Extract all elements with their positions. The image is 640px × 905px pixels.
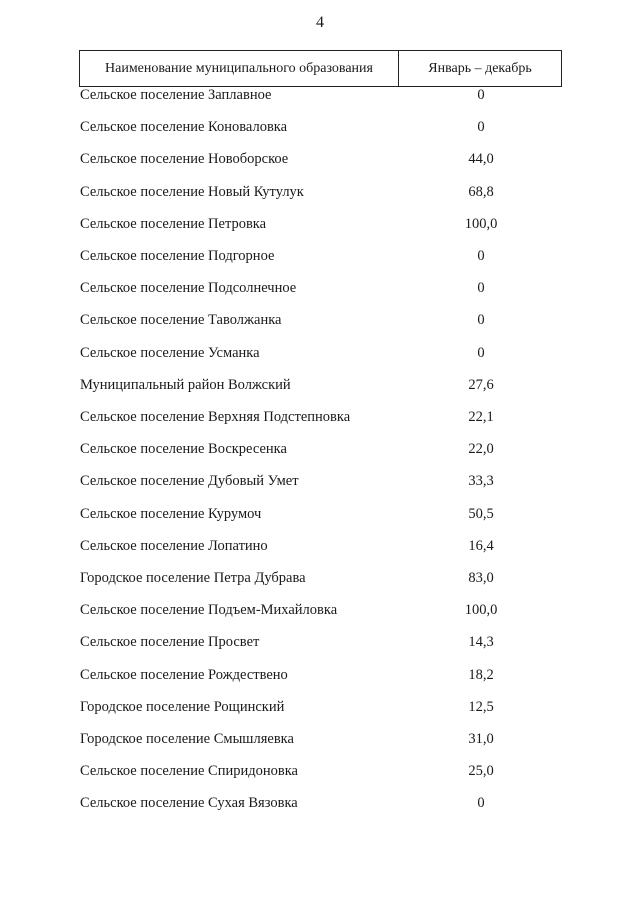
table-row: [0, 312, 640, 334]
period-value: 22,0: [468, 441, 494, 458]
period-value: 18,2: [468, 666, 494, 683]
municipality-name: Сельское поселение Петровка: [80, 215, 267, 232]
municipality-name: Сельское поселение Курумоч: [80, 505, 262, 522]
period-value: 14,3: [468, 634, 494, 651]
period-value: 33,3: [468, 473, 494, 490]
municipality-name: Сельское поселение Подсолнечное: [80, 280, 297, 297]
period-value: 0: [477, 248, 485, 264]
header-period: Январь – декабрь: [428, 60, 532, 76]
period-value: 31,0: [468, 731, 494, 747]
period-value: 100,0: [464, 602, 498, 619]
table-row: [0, 634, 640, 656]
municipality-name: Сельское поселение Таволжанка: [80, 312, 282, 329]
period-value: 83,0: [468, 570, 494, 586]
period-value: 16,4: [468, 537, 494, 554]
period-value: 0: [477, 119, 485, 136]
municipality-name: Муниципальный район Волжский: [80, 376, 291, 393]
table-row: [0, 151, 640, 173]
period-value: 27,6: [468, 376, 494, 393]
period-value: 0: [477, 280, 485, 297]
municipality-name: Сельское поселение Заплавное: [80, 87, 272, 103]
municipality-name: Сельское поселение Воскресенка: [80, 441, 287, 458]
period-value: 22,1: [468, 409, 494, 425]
municipality-name: Городское поселение Петра Дубрава: [80, 570, 306, 586]
municipality-name: Городское поселение Рощинский: [80, 698, 285, 715]
period-value: 0: [477, 344, 485, 361]
period-value: 0: [477, 87, 485, 103]
table-header: [79, 50, 562, 87]
page-number: 4: [316, 14, 324, 31]
table-row: [0, 119, 640, 141]
municipality-name: Сельское поселение Сухая Вязовка: [80, 795, 298, 812]
period-value: 68,8: [468, 183, 494, 200]
table-row: [0, 763, 640, 785]
table-row: [0, 699, 640, 721]
municipality-name: Сельское поселение Новоборское: [80, 151, 289, 168]
municipality-name: Сельское поселение Спиридоновка: [80, 763, 298, 780]
table-row: [0, 248, 640, 270]
period-value: 44,0: [468, 151, 494, 168]
municipality-name: Сельское поселение Дубовый Умет: [80, 473, 299, 490]
period-value: 25,0: [468, 763, 494, 780]
municipality-name: Сельское поселение Усманка: [80, 344, 260, 361]
municipality-name: Сельское поселение Подъем-Михайловка: [80, 602, 338, 619]
table-row: [0, 441, 640, 463]
table-row: [0, 184, 640, 206]
header-municipality-name: Наименование муниципального образования: [80, 51, 399, 86]
period-value: 50,5: [468, 505, 494, 522]
table-row: [0, 377, 640, 399]
table-row: [0, 216, 640, 238]
period-value: 100,0: [464, 215, 498, 232]
municipality-name: Сельское поселение Подгорное: [80, 248, 275, 264]
municipality-name: Сельское поселение Новый Кутулук: [80, 183, 304, 200]
period-value: 12,5: [468, 698, 494, 715]
table-row: [0, 87, 640, 109]
municipality-name: Сельское поселение Просвет: [80, 634, 260, 651]
table-row: [0, 731, 640, 753]
table-row: [0, 538, 640, 560]
period-value: 0: [477, 795, 485, 812]
period-value: 0: [477, 312, 485, 329]
table-row: [0, 473, 640, 495]
municipality-name: Сельское поселение Лопатино: [80, 537, 268, 554]
municipality-name: Сельское поселение Коноваловка: [80, 119, 288, 136]
table-row: [0, 345, 640, 367]
table-row: [0, 667, 640, 689]
table-row: [0, 570, 640, 592]
municipality-name: Городское поселение Смышляевка: [80, 731, 294, 747]
table-row: [0, 795, 640, 817]
table-row: [0, 280, 640, 302]
table-row: [0, 409, 640, 431]
municipality-name: Сельское поселение Рождествено: [80, 666, 288, 683]
table-row: [0, 506, 640, 528]
municipality-name: Сельское поселение Верхняя Подстепновка: [80, 409, 351, 425]
table-row: [0, 602, 640, 624]
